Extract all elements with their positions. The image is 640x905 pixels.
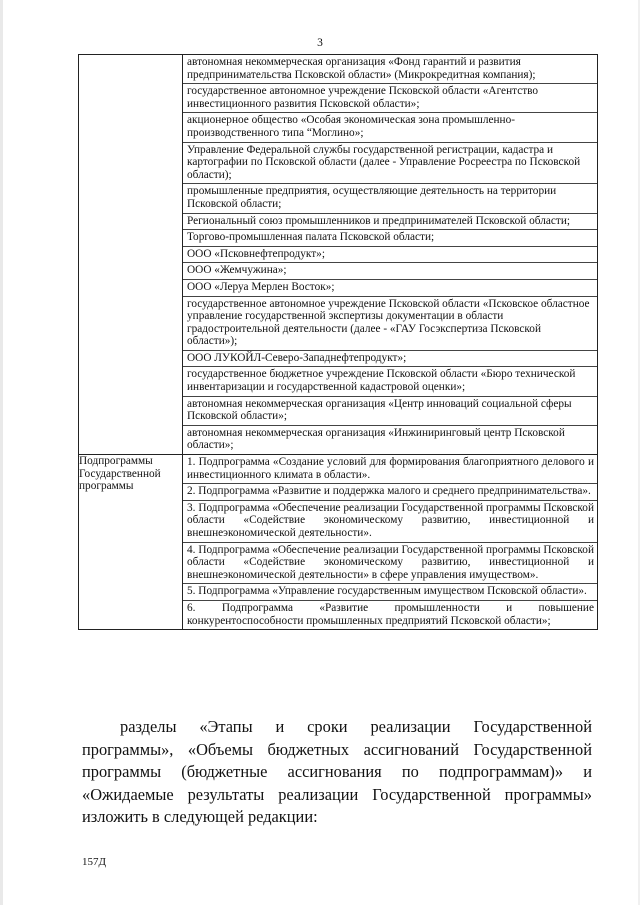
participant-entry: государственное автономное учреждение Псковской области «Псковское областное управление государственной экспертизы документации в области градостроительной деятельности (далее - «ГАУ Госэкспертиза Псковской области»); xyxy=(183,297,597,351)
subprogram-entry: 5. Подпрограмма «Управление государственным имуществом Псковской области». xyxy=(183,584,597,601)
participant-entry: автономная некоммерческая организация «Центр инноваций социальной сферы Псковской области»; xyxy=(183,397,597,426)
participant-entry: автономная некоммерческая организация «Фонд гарантий и развития предпринимательства Псковской области» (Микрокредитная компания); xyxy=(183,55,597,84)
participant-entry: ООО «Леруа Мерлен Восток»; xyxy=(183,280,597,297)
participant-entry: акционерное общество «Особая экономическая зона промышленно-производственного типа “Моглино»; xyxy=(183,113,597,142)
participant-entry: ООО «Псковнефтепродукт»; xyxy=(183,247,597,264)
participants-list-cell xyxy=(183,55,598,455)
document-code: 157Д xyxy=(82,856,107,868)
subprograms-row xyxy=(79,455,598,630)
subprogram-entry: 2. Подпрограмма «Развитие и поддержка малого и среднего предпринимательства». xyxy=(183,484,597,501)
amendment-paragraph-block xyxy=(82,716,592,829)
subprograms-label: Подпрограммы Государственной программы xyxy=(79,455,183,630)
participant-entry: государственное автономное учреждение Псковской области «Агентство инвестиционного развития Псковской области»; xyxy=(183,84,597,113)
participants-row xyxy=(79,55,598,455)
participant-entry: автономная некоммерческая организация «Инжиниринговый центр Псковской области»; xyxy=(187,426,565,452)
participants-label-cell xyxy=(79,55,183,455)
participant-entry: ООО ЛУКОЙЛ-Северо-Западнефтепродукт»; xyxy=(183,351,597,368)
subprogram-entry: 4. Подпрограмма «Обеспечение реализации Государственной программы Псковской области «Содействие экономическому развитию, инвестиционной и внешнеэкономической деятельности» в сфере управления имуществом». xyxy=(183,543,597,585)
subprogram-entry: 6. Подпрограмма «Развитие промышленности и повышение конкурентоспособности промышленных предприятий Псковской области»; xyxy=(187,601,594,627)
participant-entry: государственное бюджетное учреждение Псковской области «Бюро технической инвентаризации и государственной кадастровой оценки»; xyxy=(183,367,597,396)
participant-entry: Региональный союз промышленников и предпринимателей Псковской области; xyxy=(183,214,597,231)
participant-entry: промышленные предприятия, осуществляющие деятельность на территории Псковской области; xyxy=(183,184,597,213)
page-number: 3 xyxy=(317,37,323,49)
participant-entry: Управление Федеральной службы государственной регистрации, кадастра и картографии по Псковской области (далее - Управление Росреестра по Псковской области); xyxy=(183,143,597,185)
participant-entry: Торгово-промышленная палата Псковской области; xyxy=(183,230,597,247)
subprogram-entry: 3. Подпрограмма «Обеспечение реализации Государственной программы Псковской области «Содействие экономическому развитию, инвестиционной и внешнеэкономической деятельности». xyxy=(183,501,597,543)
program-passport-table xyxy=(78,54,598,630)
amendment-paragraph: разделы «Этапы и сроки реализации Государственной программы», «Объемы бюджетных ассигнований Государственной программы (бюджетные ассигнования по подпрограммам)» и «Ожидаемые результаты реализации Государственной программы» изложить в следующей редакции: xyxy=(82,717,592,827)
subprogram-entry: 1. Подпрограмма «Создание условий для формирования благоприятного делового и инвестиционного климата в области». xyxy=(183,455,597,484)
subprograms-list-cell xyxy=(183,455,598,630)
scan-edge-left xyxy=(0,0,3,905)
participant-entry: ООО «Жемчужина»; xyxy=(183,263,597,280)
